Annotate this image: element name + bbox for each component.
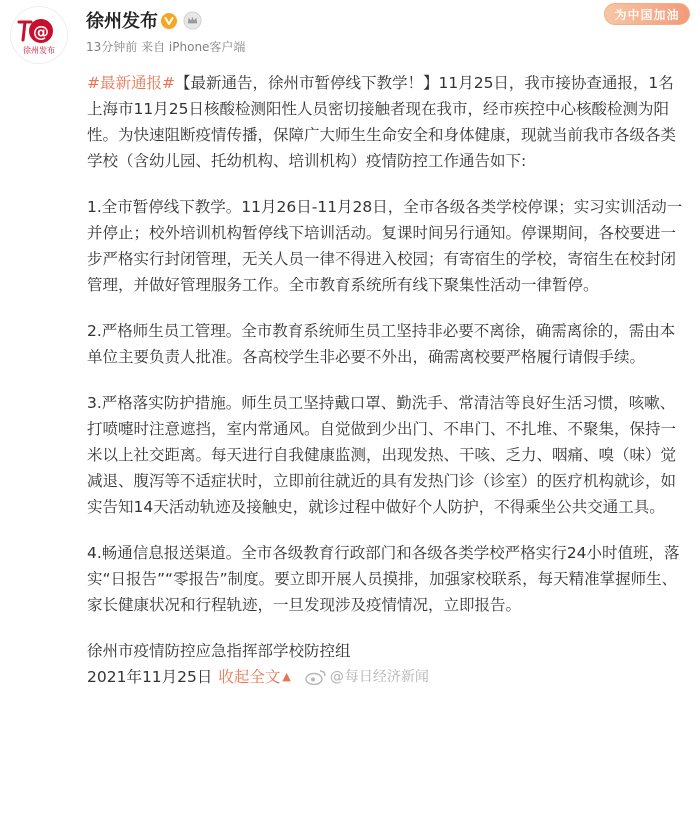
post-content <box>87 70 687 690</box>
avatar-caption: 徐州发布 <box>23 45 55 55</box>
xuzhou-logo-icon <box>17 16 61 46</box>
avatar[interactable] <box>10 6 68 64</box>
post-meta <box>86 38 245 56</box>
signature: 徐州市疫情防控应急指挥部学校防控组 <box>87 642 351 660</box>
account-name[interactable]: 徐州发布 <box>86 11 158 32</box>
watermark <box>305 664 429 690</box>
watermark-at: @ <box>329 669 344 685</box>
post-date: 2021年11月25日 <box>87 668 213 686</box>
crown-badge-icon[interactable] <box>183 11 202 30</box>
notice-item-1: 1.全市暂停线下教学。11月26日-11月28日，全市各级各类学校停课；实习实训活动一并停止；校外培训机构暂停线下培训活动。复课时间另行通知。停课期间，各校要进一步严格实行封闭管理，无关人员一律不得进入校园；有寄宿生的学校，寄宿生在校封闭管理，并做好管理服务工作。全市教育系统所有线下聚集性活动一律暂停。 <box>87 198 683 294</box>
date-row <box>87 664 687 690</box>
notice-item-2: 2.严格师生员工管理。全市教育系统师生员工坚持非必要不离徐，确需离徐的，需由本单位主要负责人批准。各高校学生非必要不外出，确需离校要严格履行请假手续。 <box>87 322 676 366</box>
watermark-text: 每日经济新闻 <box>344 669 429 685</box>
verified-icon <box>161 13 177 29</box>
post-source: 来自 iPhone客户端 <box>141 40 246 54</box>
intro-text: 【最新通告，徐州市暂停线下教学！】11月25日，我市接协查通报，1名上海市11月25日核酸检测阳性人员密切接触者现在我市，经市疾控中心核酸检测为阳性。为快速阻断疫情传播，保障广大师生生命安全和身体健康，现就当前我市各级各类学校（含幼儿园、托幼机构、培训机构）疫情防控工作通告如下: <box>87 74 677 170</box>
collapse-link[interactable]: 收起全文 <box>218 668 281 686</box>
hashtag-link[interactable]: #最新通报# <box>87 74 175 92</box>
notice-item-3: 3.严格落实防护措施。师生员工坚持戴口罩、勤洗手、常清洁等良好生活习惯，咳嗽、打喷嚏时注意遮挡，室内常通风。自觉做到少出门、不串门、不扎堆、不聚集，保持一米以上社交距离。每天进行自我健康监测，出现发热、干咳、乏力、咽痛、嗅（味）觉减退、腹泻等不适症状时，立即前往就近的具有发热门诊（诊室）的医疗机构就诊，如实告知14天活动轨迹及接触史，就诊过程中做好个人防护，不得乘坐公共交通工具。 <box>87 394 677 516</box>
post-intro <box>87 70 687 174</box>
post-time[interactable]: 13分钟前 <box>86 40 138 54</box>
notice-item-4: 4.畅通信息报送渠道。全市各级教育行政部门和各级各类学校严格实行24小时值班，落实“日报告”“零报告”制度。要立即开展人员摸排，加强家校联系，每天精准掌握师生、家长健康状况和行程轨迹，一旦发现涉及疫情情况，立即报告。 <box>87 544 680 614</box>
weibo-logo-icon <box>305 669 327 685</box>
cheer-badge[interactable] <box>604 3 690 25</box>
chevron-up-icon[interactable]: ▲ <box>282 670 291 683</box>
svg-text:@: @ <box>33 21 49 41</box>
signature-block <box>87 638 687 690</box>
cheer-badge-text: 为中国加油 <box>614 7 680 22</box>
post-header <box>0 0 700 70</box>
